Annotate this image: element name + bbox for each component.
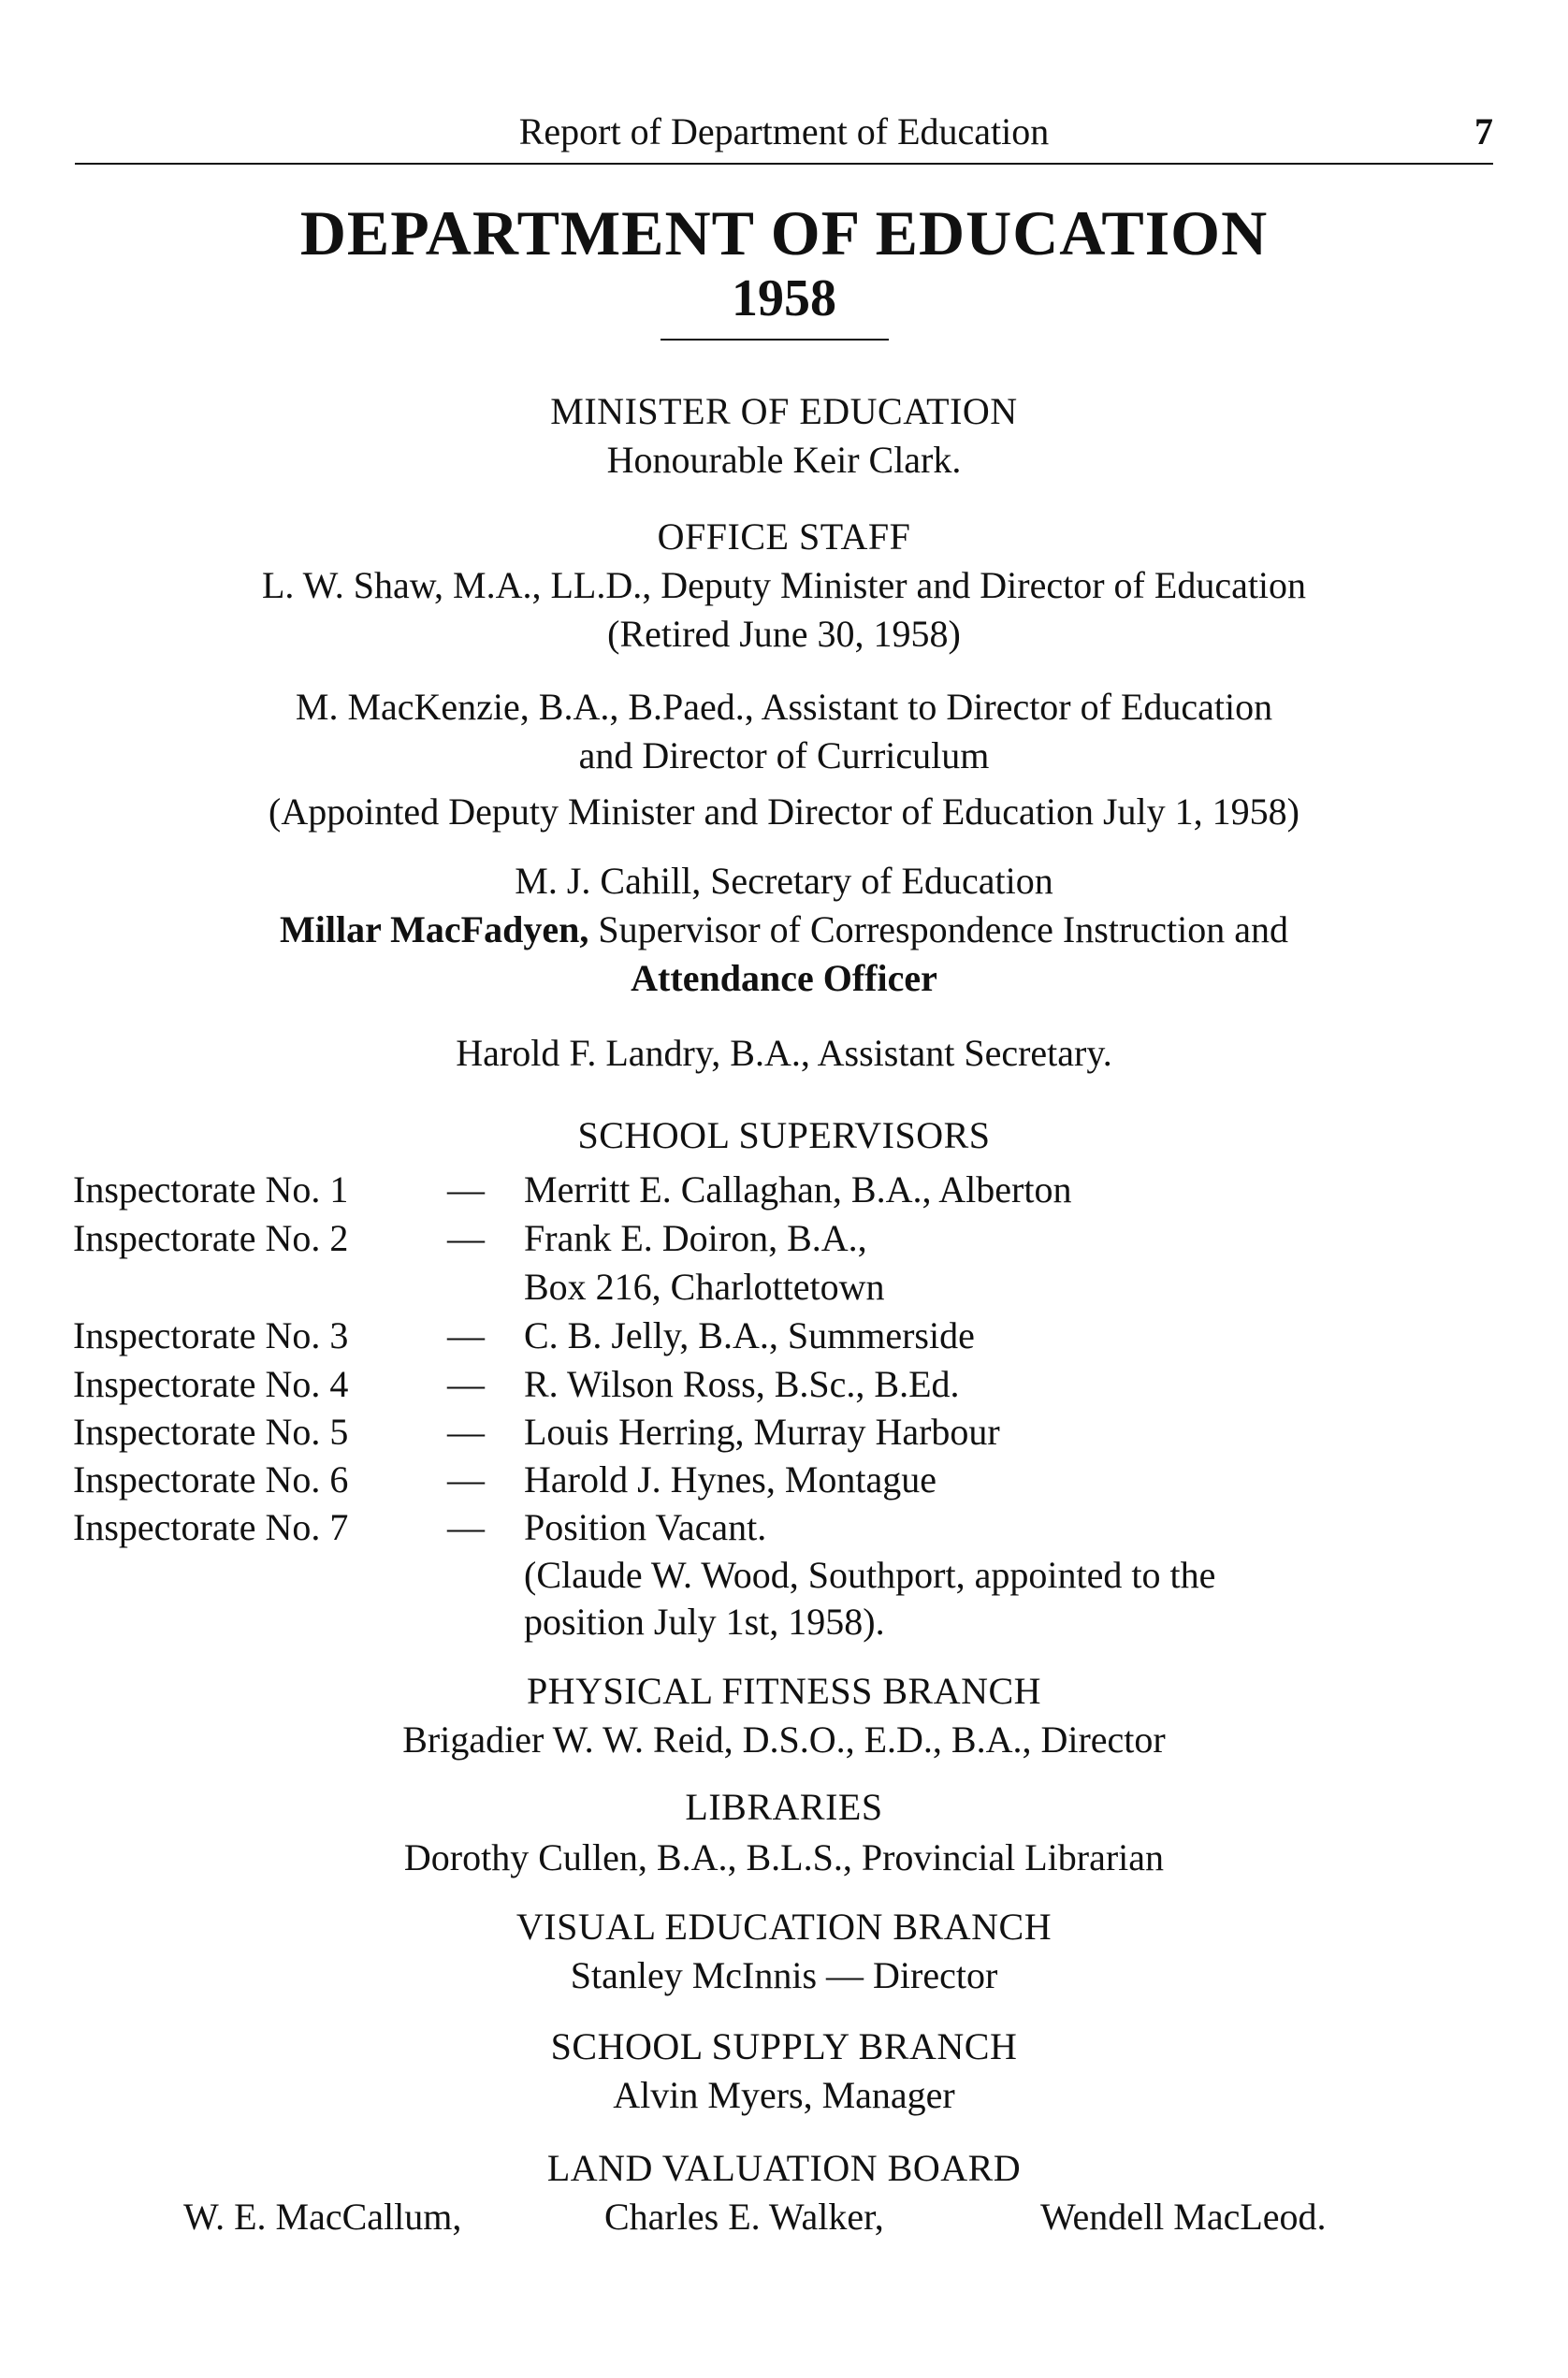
school-supply-manager: Alvin Myers, Manager	[613, 2074, 955, 2116]
staff-macfadyen-line2: Attendance Officer	[631, 957, 937, 999]
physical-fitness-director: Brigadier W. W. Reid, D.S.O., E.D., B.A., Director	[402, 1718, 1166, 1761]
land-valuation-member: Charles E. Walker,	[604, 2196, 884, 2238]
inspectorate-dash: —	[447, 1168, 485, 1211]
inspectorate-dash: —	[447, 1506, 485, 1548]
staff-mackenzie-line2: and Director of Curriculum	[578, 734, 990, 776]
staff-macfadyen	[37, 906, 1531, 954]
inspectorate-label: Inspectorate No. 1	[73, 1168, 349, 1211]
staff-cahill: M. J. Cahill, Secretary of Education	[515, 860, 1053, 902]
inspectorate-dash: —	[447, 1458, 485, 1501]
running-title: Report of Department of Education	[518, 110, 1050, 152]
libraries-heading: LIBRARIES	[685, 1786, 883, 1828]
libraries-librarian: Dorothy Cullen, B.A., B.L.S., Provincial Librarian	[403, 1836, 1165, 1878]
inspectorate-label: Inspectorate No. 2	[73, 1217, 349, 1259]
inspectorate-dash: —	[447, 1363, 485, 1405]
inspectorate-dash: —	[447, 1217, 485, 1259]
staff-macfadyen-name: Millar MacFadyen,	[280, 908, 589, 950]
inspectorate-name: Louis Herring, Murray Harbour	[524, 1411, 1000, 1453]
inspectorate-name-line2: Box 216, Charlottetown	[524, 1266, 885, 1308]
inspectorate-label: Inspectorate No. 5	[73, 1411, 349, 1453]
minister-heading: MINISTER OF EDUCATION	[550, 390, 1018, 432]
staff-mackenzie: M. MacKenzie, B.A., B.Paed., Assistant to Director of Education	[295, 686, 1273, 728]
school-supervisors-heading: SCHOOL SUPERVISORS	[577, 1114, 991, 1156]
staff-mackenzie-note: (Appointed Deputy Minister and Director of Education July 1, 1958)	[269, 790, 1299, 833]
inspectorate-name: R. Wilson Ross, B.Sc., B.Ed.	[524, 1363, 960, 1405]
inspectorate-name: Position Vacant.	[524, 1506, 767, 1548]
inspectorate-name: Harold J. Hynes, Montague	[524, 1458, 937, 1501]
visual-education-director: Stanley McInnis — Director	[570, 1954, 998, 1996]
school-supply-heading: SCHOOL SUPPLY BRANCH	[550, 2025, 1018, 2067]
visual-education-heading: VISUAL EDUCATION BRANCH	[515, 1906, 1053, 1948]
header-rule	[75, 163, 1493, 165]
staff-shaw-note: (Retired June 30, 1958)	[607, 613, 961, 655]
page-title: DEPARTMENT OF EDUCATION	[299, 197, 1269, 268]
page-year: 1958	[732, 269, 836, 327]
running-header	[75, 105, 1493, 159]
vacant-note-line1: (Claude W. Wood, Southport, appointed to the	[524, 1554, 1216, 1596]
staff-shaw: L. W. Shaw, M.A., LL.D., Deputy Minister and Director of Education	[261, 564, 1307, 606]
inspectorate-name: Merritt E. Callaghan, B.A., Alberton	[524, 1168, 1072, 1211]
inspectorate-dash: —	[447, 1314, 485, 1356]
physical-fitness-heading: PHYSICAL FITNESS BRANCH	[526, 1670, 1042, 1712]
staff-macfadyen-role: Supervisor of Correspondence Instruction and	[588, 908, 1288, 950]
land-valuation-heading: LAND VALUATION BOARD	[546, 2147, 1022, 2189]
inspectorate-label: Inspectorate No. 3	[73, 1314, 349, 1356]
title-rule	[661, 339, 889, 341]
staff-landry: Harold F. Landry, B.A., Assistant Secretary.	[456, 1032, 1112, 1074]
page-number: 7	[1474, 110, 1493, 152]
inspectorate-label: Inspectorate No. 4	[73, 1363, 349, 1405]
inspectorate-label: Inspectorate No. 6	[73, 1458, 349, 1501]
land-valuation-member: Wendell MacLeod.	[1040, 2196, 1327, 2238]
office-staff-heading: OFFICE STAFF	[657, 515, 911, 558]
inspectorate-name: Frank E. Doiron, B.A.,	[524, 1217, 867, 1259]
vacant-note-line2: position July 1st, 1958).	[524, 1601, 885, 1643]
inspectorate-dash: —	[447, 1411, 485, 1453]
minister-name: Honourable Keir Clark.	[606, 439, 962, 481]
inspectorate-name: C. B. Jelly, B.A., Summerside	[524, 1314, 975, 1356]
land-valuation-member: W. E. MacCallum,	[183, 2196, 462, 2238]
inspectorate-label: Inspectorate No. 7	[73, 1506, 349, 1548]
